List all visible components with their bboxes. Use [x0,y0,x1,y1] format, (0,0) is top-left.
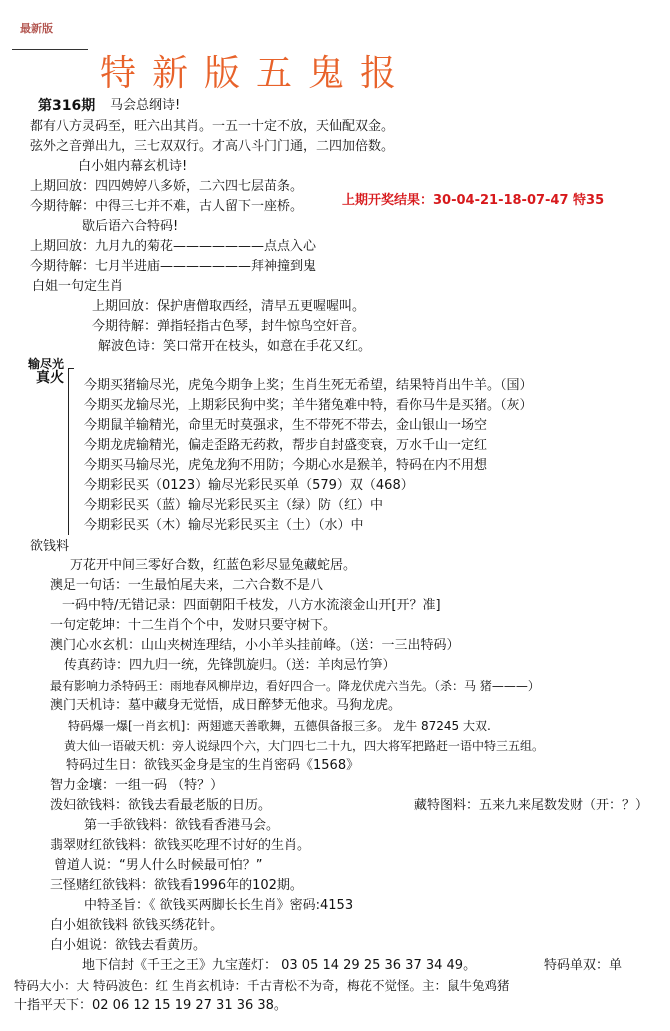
text-line: 解波色诗：笑口常开在枝头，如意在手花又红。 [98,339,372,354]
text-line: 一句定乾坤：十二生肖个个中，发财只要守树下。 [50,618,337,633]
text-line: 白小姐说：欲钱去看黄历。 [50,938,207,953]
text-line: 澳门心水玄机：山山夹树连理结，小小羊头挂前峰。（送：一三出特码） [50,638,460,653]
text-line: 第一手欲钱料：欲钱看香港马会。 [84,818,280,833]
text-line: 黄大仙一语破天机：旁人说绿四个六，大门四七二十九，四大将军把路赶一语中特三五组。 [64,739,545,753]
text-line: 今期鼠羊输精光，命里无时莫强求，生不带死不带去，金山银山一场空 [84,418,488,433]
text-line: 特码爆一爆[一肖玄机]：两翅遮天善歌舞，五德俱备报三多。 龙牛 87245 大双. [68,719,491,733]
page-title: 特新版五鬼报 [100,53,413,94]
text-line: 一码中特/无错记录：四面朝阳千枝发，八方水流滚金山开[开？准] [62,598,441,613]
text-line: 传真药诗：四九归一统，先锋凯旋归。（送：羊肉忌竹笋） [64,658,396,673]
text-line: 白小姐欲钱料 欲钱买绣花针。 [50,918,224,933]
text-line: 上期回放：九月九的菊花———————点点入心 [30,239,317,254]
text-line: 今期买龙输尽光，上期彩民狗中奖；羊牛猪兔难中特，看你马牛是买猪。（灰） [84,398,533,413]
text-line: 都有八方灵码至，旺六出其肖。一五一十定不放，天仙配双金。 [30,119,395,134]
text-line: 特码大小：大 特码波色：红 生肖玄机诗：千古青松不为奇，梅花不觉怪。主：鼠牛兔鸡猪 [14,978,510,993]
text-line: 今期彩民买（0123）输尽光彩民买单（579）双（468） [84,478,414,493]
text-line: 马会总纲诗! [110,98,181,113]
section-heading: 歇后语六合特码! [82,219,179,234]
text-line: 十指平天下：02 06 12 15 19 27 31 36 38。 [14,998,287,1013]
text-line: 弦外之音弹出九，三七双双行。才高八斗门门通，二四加倍数。 [30,139,395,154]
text-line: 泼妇欲钱料：欲钱去看最老版的日历。 [50,798,272,813]
text-line: 曾道人说：“男人什么时候最可怕？” [54,858,263,873]
issue-number: 第316期 [38,98,96,114]
text-line: 澳门天机诗：墓中藏身无觉悟，成日醉梦无他求。马狗龙虎。 [50,698,402,713]
text-line: 今期买猪输尽光，虎兔今期争上奖；生肖生死无希望，结果特肖出牛羊。（国） [84,378,533,393]
text-line: 翡翠财红欲钱料：欲钱买吃理不讨好的生肖。 [50,838,311,853]
text-line: 澳足一句话：一生最怕尾夫来，二六合数不是八 [50,578,324,593]
text-line: 中特圣旨：《 欲钱买两脚长长生肖》密码:4153 [84,898,354,913]
edition-corner-label: 最新版 [20,22,53,35]
text-line: 特码单双：单 [544,958,623,973]
text-line: 上期回放：保护唐僧取西经，清早五更喔喔叫。 [92,299,366,314]
text-line: 今期待解：七月半进庙———————拜神撞到鬼 [30,259,317,274]
section-heading: 白小姐内幕玄机诗! [78,159,188,174]
text-line: 智力金壤：一组一码 （特？） [50,778,224,793]
text-line: 上期回放：四四娉婷八多娇，二六四七层苗条。 [30,179,304,194]
last-draw-result: 上期开奖结果：30-04-21-18-07-47 特35 [342,193,605,208]
text-line: 今期彩民买（蓝）输尽光彩民买主（绿）防（红）中 [84,498,384,513]
side-label-fire: 真火 [36,370,64,386]
text-line: 今期龙虎输精光，偏走歪路无药救，帮步自封盛变衰，万水千山一定红 [84,438,488,453]
bracket-line [68,368,74,535]
text-line: 万花开中间三零好合数，红蓝色彩尽显兔藏蛇居。 [70,558,357,573]
text-line: 三怪赌红欲钱料：欲钱看1996年的102期。 [50,878,303,893]
text-line: 今期待解：弹指轻指古色琴，封牛惊鸟空奸音。 [92,319,366,334]
text-line: 藏特图料：五来九来尾数发财（开：？） [414,798,649,813]
text-line: 今期彩民买（木）输尽光彩民买主（土）（水）中 [84,518,364,533]
text-line: 最有影响力杀特码王：雨地春风柳岸边，看好四合一。降龙伏虎六当先。（杀：马 猪———） [50,679,540,693]
text-line: 地下信封《千王之王》九宝莲灯： 03 05 14 29 25 36 37 34 49。 [82,958,477,973]
side-label-loss: 输尽光 [28,357,65,371]
section-heading: 白姐一句定生肖 [32,279,124,294]
text-line: 今期买马输尽光，虎兔龙狗不用防；今期心水是猴羊，特码在内不用想 [84,458,488,473]
text-line: 今期待解：中得三七并不难，古人留下一座桥。 [30,199,304,214]
section-heading: 欲钱料 [30,539,70,554]
text-line: 特码过生日：欲钱买金身是宝的生肖密码《1568》 [66,758,360,773]
header-divider [12,49,88,50]
